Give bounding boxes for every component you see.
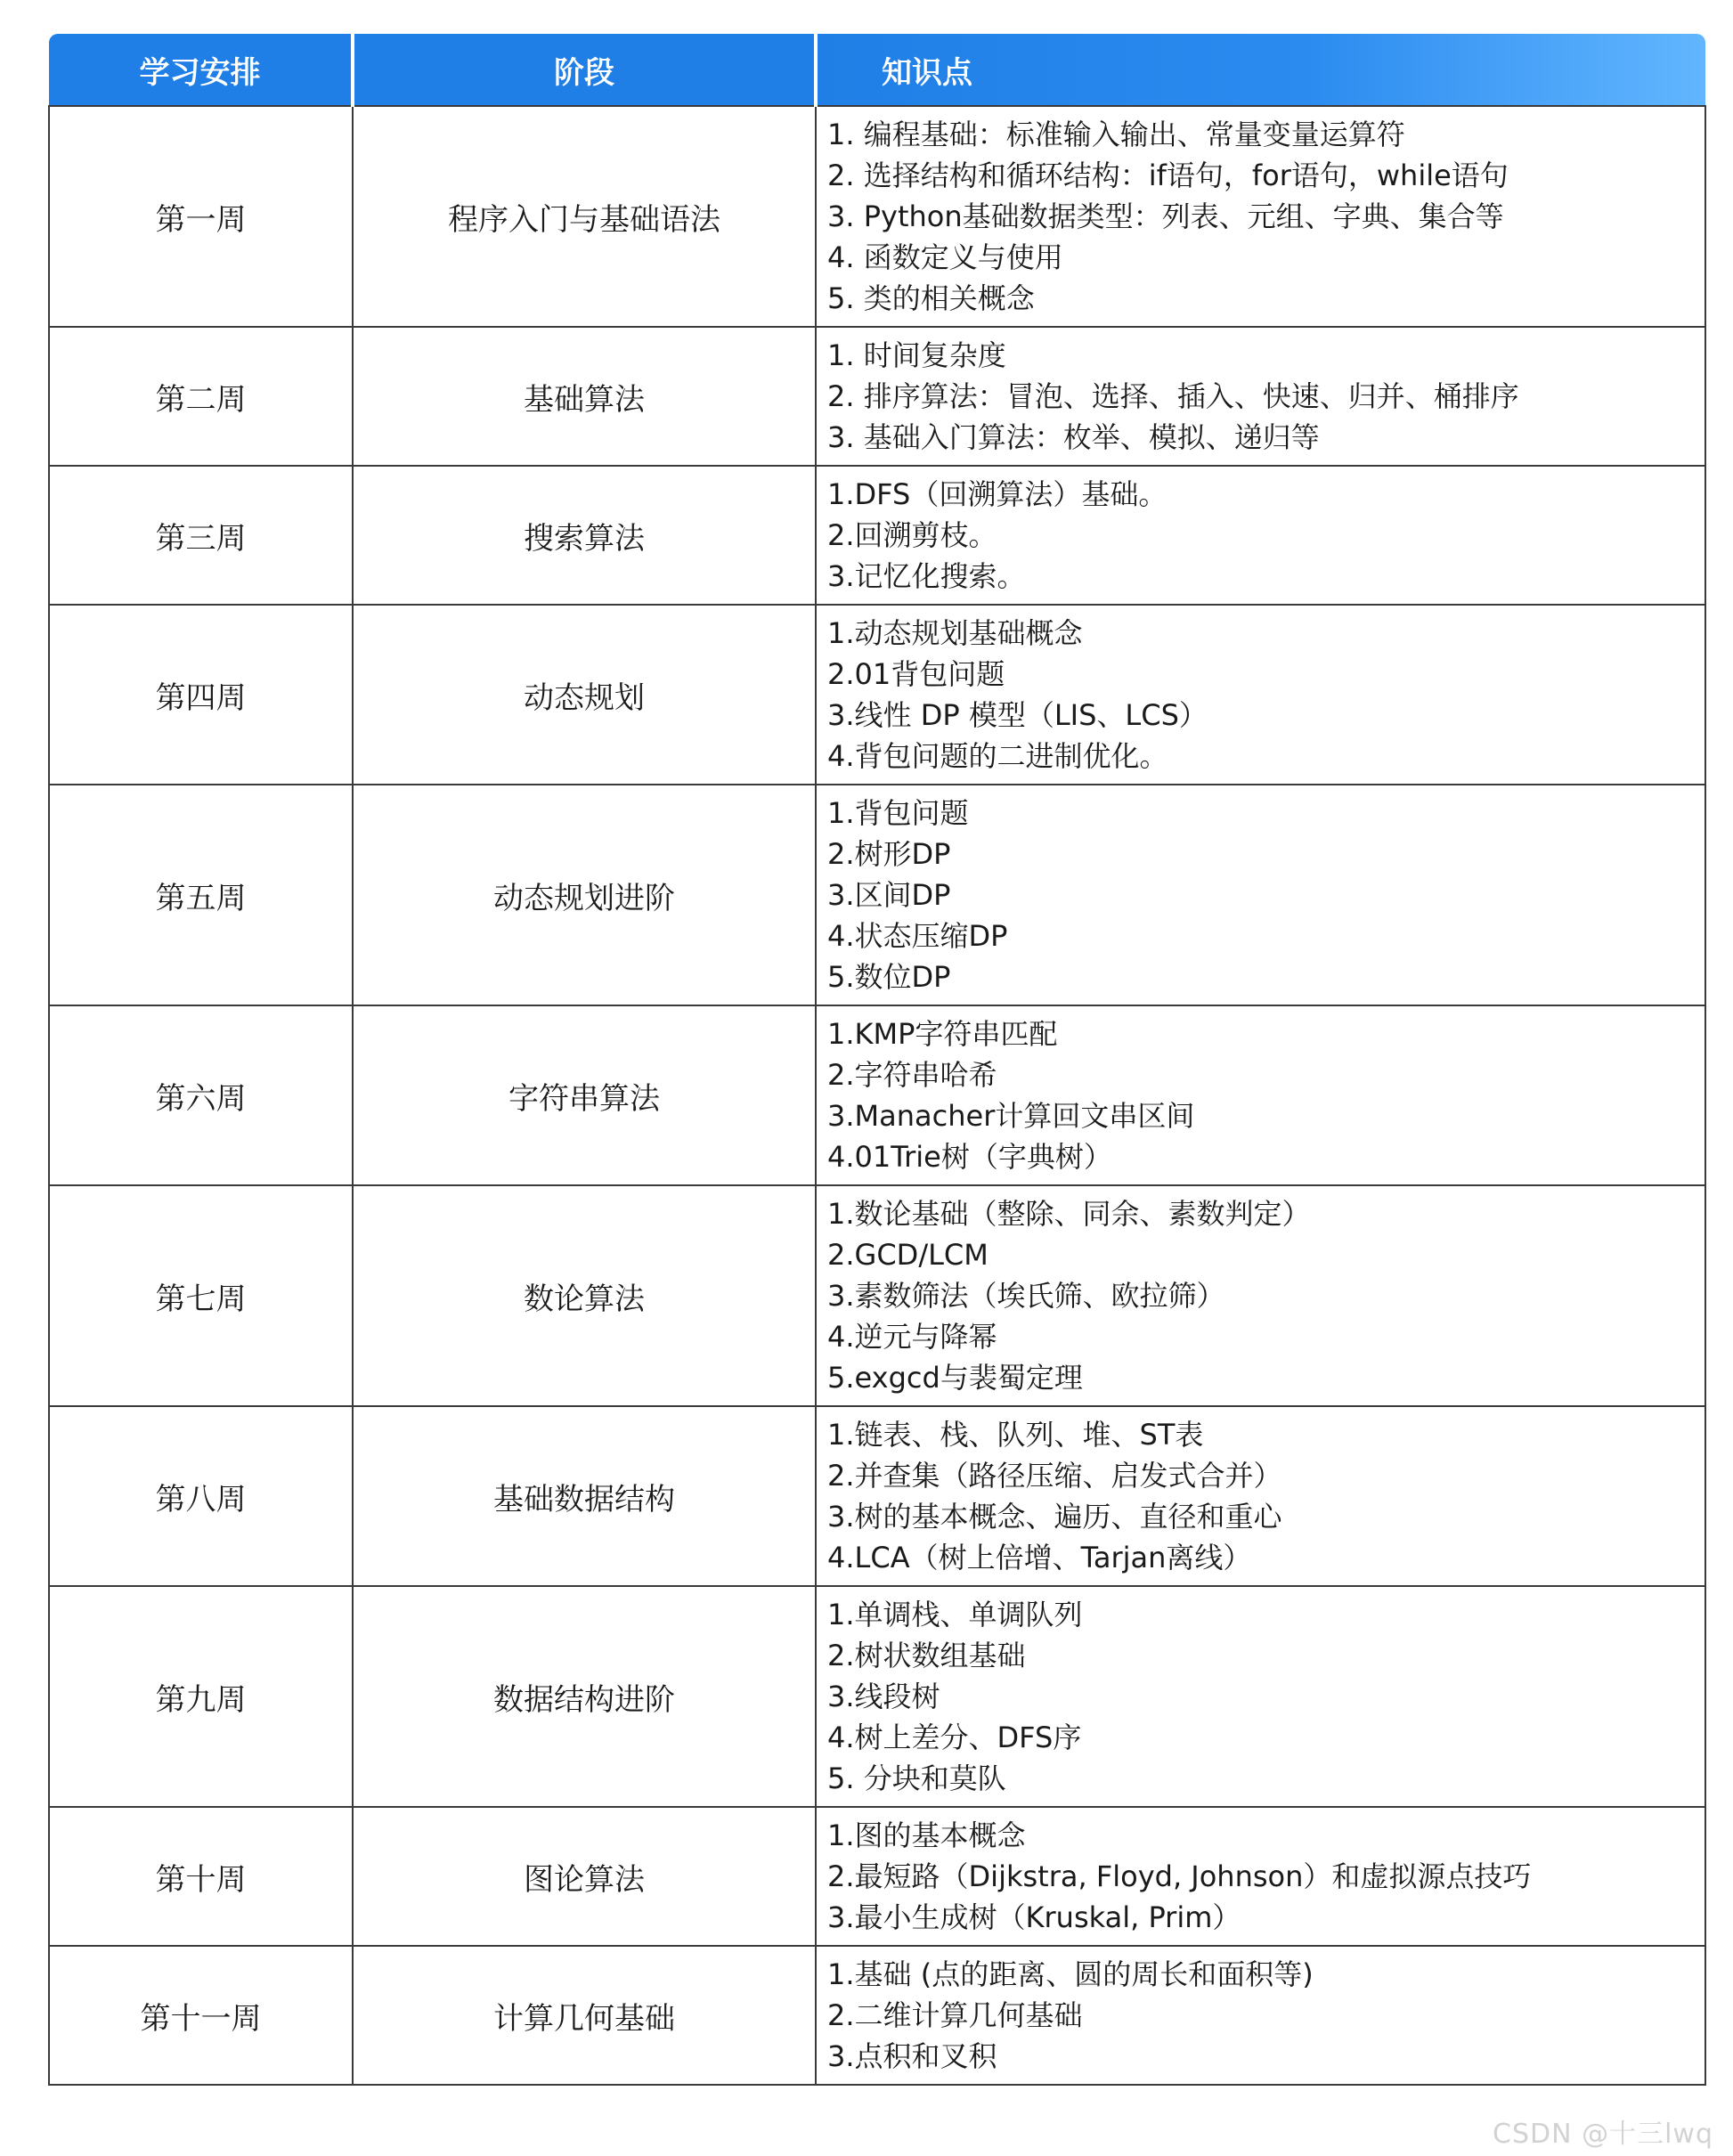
- study-plan-table: [48, 34, 1706, 2086]
- week-cell: 第七周: [49, 1185, 353, 1406]
- topic-item: 2.回溯剪枝。: [827, 518, 997, 552]
- stage-cell: 图论算法: [353, 1807, 816, 1946]
- header-week: [49, 34, 353, 106]
- table-row: [49, 1586, 1705, 1807]
- topic-item: 2.GCD/LCM: [827, 1238, 989, 1272]
- topics-cell: [816, 1946, 1705, 2085]
- topic-item: 4.逆元与降幂: [827, 1320, 997, 1354]
- topic-item: 1.数论基础（整除、同余、素数判定）: [827, 1197, 1311, 1231]
- topic-item: 3.区间DP: [827, 878, 951, 912]
- table-row: [49, 1185, 1705, 1406]
- stage-cell: 程序入门与基础语法: [353, 106, 816, 327]
- header-stage: [353, 34, 816, 106]
- topic-item: 2.最短路（Dijkstra, Floyd, Johnson）和虚拟源点技巧: [827, 1859, 1532, 1893]
- stage-cell: 计算几何基础: [353, 1946, 816, 2085]
- week-cell: 第四周: [49, 605, 353, 785]
- week-cell: 第三周: [49, 466, 353, 605]
- table-row: [49, 785, 1705, 1005]
- topic-item: 4.状态压缩DP: [827, 919, 1008, 953]
- topic-item: 1.基础 (点的距离、圆的周长和面积等): [827, 1957, 1314, 1991]
- stage-cell: 搜索算法: [353, 466, 816, 605]
- topics-cell: [816, 106, 1705, 327]
- table-body: [49, 106, 1705, 2085]
- header-topics-label: 知识点: [818, 34, 1705, 105]
- topic-item: 1.图的基本概念: [827, 1818, 1026, 1852]
- stage-cell: 动态规划进阶: [353, 785, 816, 1005]
- header-topics: [816, 34, 1705, 106]
- header-week-label: 学习安排: [49, 34, 351, 105]
- topic-item: 3.树的基本概念、遍历、直径和重心: [827, 1500, 1282, 1534]
- week-cell: 第一周: [49, 106, 353, 327]
- week-cell: 第十一周: [49, 1946, 353, 2085]
- topics-cell: [816, 466, 1705, 605]
- table-row: [49, 605, 1705, 785]
- topic-item: 4. 函数定义与使用: [827, 240, 1063, 274]
- stage-cell: 基础数据结构: [353, 1406, 816, 1586]
- topic-item: 2.01背包问题: [827, 657, 1005, 691]
- table-row: [49, 1807, 1705, 1946]
- topic-item: 1.KMP字符串匹配: [827, 1017, 1058, 1051]
- topic-item: 2.二维计算几何基础: [827, 1998, 1083, 2032]
- topic-item: 2. 排序算法：冒泡、选择、插入、快速、归并、桶排序: [827, 379, 1519, 413]
- topic-item: 1.DFS（回溯算法）基础。: [827, 477, 1168, 511]
- topic-item: 3.记忆化搜索。: [827, 559, 1026, 593]
- topic-item: 3.线段树: [827, 1680, 940, 1713]
- topic-item: 4.LCA（树上倍增、Tarjan离线）: [827, 1541, 1252, 1574]
- topic-item: 5.数位DP: [827, 960, 951, 994]
- week-cell: 第二周: [49, 327, 353, 466]
- topic-item: 3.点积和叉积: [827, 2039, 997, 2073]
- topic-item: 5.exgcd与裴蜀定理: [827, 1361, 1083, 1395]
- table-row: [49, 327, 1705, 466]
- topic-item: 3. Python基础数据类型：列表、元组、字典、集合等: [827, 199, 1504, 233]
- stage-cell: 数据结构进阶: [353, 1586, 816, 1807]
- topics-cell: [816, 1185, 1705, 1406]
- topics-cell: [816, 1005, 1705, 1185]
- topic-item: 3. 基础入门算法：枚举、模拟、递归等: [827, 420, 1320, 454]
- topic-item: 3.最小生成树（Kruskal, Prim）: [827, 1900, 1241, 1934]
- topic-item: 4.背包问题的二进制优化。: [827, 739, 1168, 773]
- stage-cell: 基础算法: [353, 327, 816, 466]
- topic-item: 1.链表、栈、队列、堆、ST表: [827, 1418, 1204, 1452]
- stage-cell: 数论算法: [353, 1185, 816, 1406]
- header-stage-label: 阶段: [354, 34, 814, 105]
- topics-cell: [816, 785, 1705, 1005]
- topics-cell: [816, 1807, 1705, 1946]
- topic-item: 4.树上差分、DFS序: [827, 1721, 1082, 1754]
- table-row: [49, 106, 1705, 327]
- table-row: [49, 1005, 1705, 1185]
- topics-cell: [816, 1586, 1705, 1807]
- topic-item: 5. 分块和莫队: [827, 1761, 1006, 1795]
- stage-cell: 字符串算法: [353, 1005, 816, 1185]
- topic-item: 1. 时间复杂度: [827, 338, 1006, 372]
- topic-item: 2. 选择结构和循环结构：if语句，for语句，while语句: [827, 159, 1509, 192]
- topic-item: 3.线性 DP 模型（LIS、LCS）: [827, 698, 1208, 732]
- table-header: [49, 34, 1705, 106]
- stage-cell: 动态规划: [353, 605, 816, 785]
- study-plan-sheet: [48, 34, 1705, 2086]
- topic-item: 1. 编程基础：标准输入输出、常量变量运算符: [827, 118, 1405, 151]
- topic-item: 2.树形DP: [827, 837, 951, 871]
- table-row: [49, 1946, 1705, 2085]
- header-row: [49, 34, 1705, 106]
- watermark: CSDN @十三lwq: [1493, 2119, 1713, 2150]
- topic-item: 1.单调栈、单调队列: [827, 1598, 1083, 1631]
- topic-item: 2.字符串哈希: [827, 1058, 997, 1092]
- week-cell: 第六周: [49, 1005, 353, 1185]
- week-cell: 第十周: [49, 1807, 353, 1946]
- topic-item: 4.01Trie树（字典树）: [827, 1140, 1112, 1174]
- topic-item: 2.树状数组基础: [827, 1639, 1026, 1672]
- table-row: [49, 1406, 1705, 1586]
- table-row: [49, 466, 1705, 605]
- topic-item: 3.素数筛法（埃氏筛、欧拉筛）: [827, 1279, 1225, 1313]
- topic-item: 5. 类的相关概念: [827, 281, 1035, 315]
- topic-item: 1.背包问题: [827, 796, 969, 830]
- week-cell: 第五周: [49, 785, 353, 1005]
- topic-item: 3.Manacher计算回文串区间: [827, 1099, 1195, 1133]
- topics-cell: [816, 605, 1705, 785]
- week-cell: 第八周: [49, 1406, 353, 1586]
- week-cell: 第九周: [49, 1586, 353, 1807]
- topics-cell: [816, 327, 1705, 466]
- topic-item: 2.并查集（路径压缩、启发式合并）: [827, 1459, 1282, 1493]
- topic-item: 1.动态规划基础概念: [827, 616, 1083, 650]
- topics-cell: [816, 1406, 1705, 1586]
